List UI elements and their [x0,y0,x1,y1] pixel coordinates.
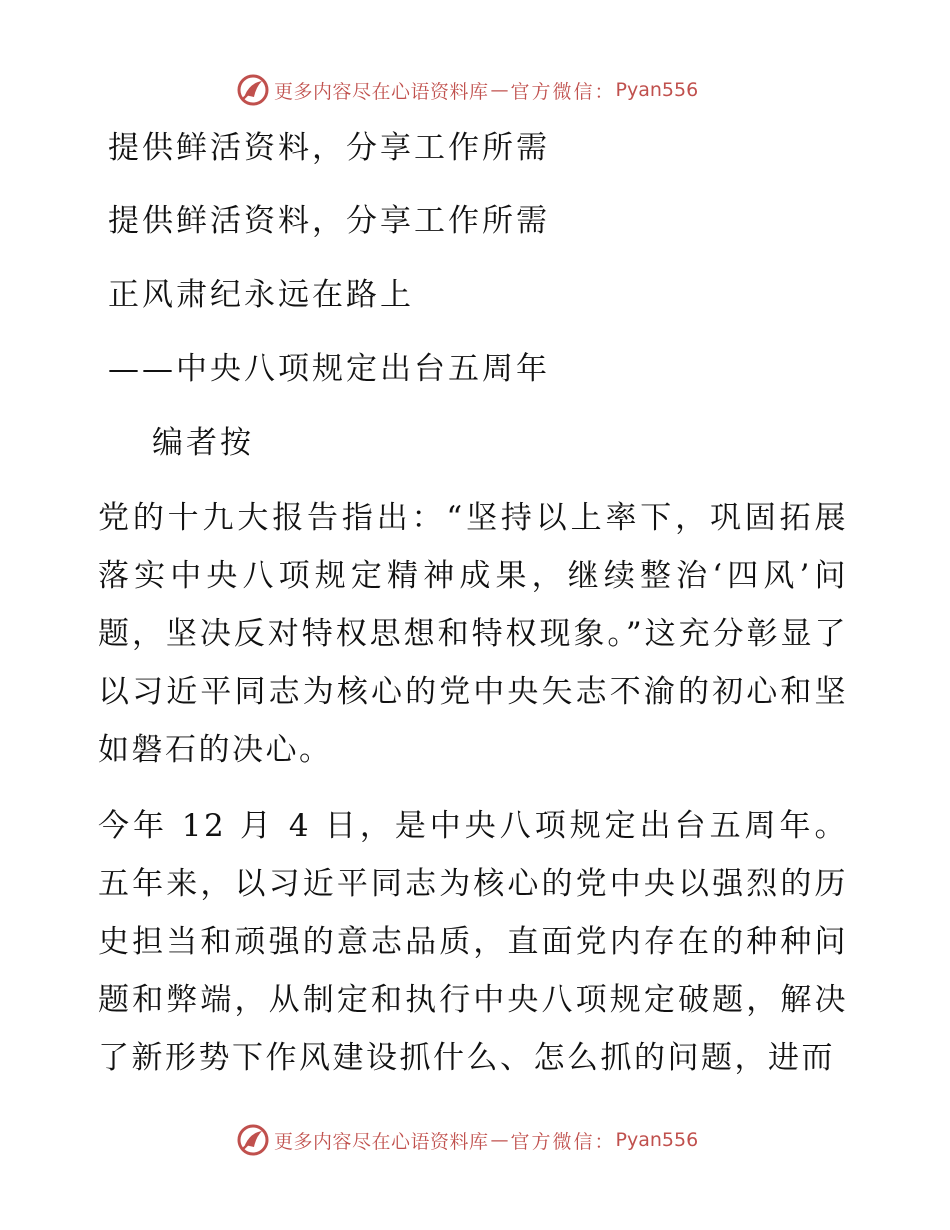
article-subtitle: ——中央八项规定出台五周年 [108,351,550,387]
wechat-label: 官方微信： [510,1130,616,1153]
paragraph-1: 党的十九大报告指出：“坚持以上率下，巩固拓展落实中央八项规定精神成果，继续整治‘四风’问题，坚决反对特权思想和特权现象。”这充分彰显了以习近平同志为核心的党中央矢志不渝的初心和坚如磐石的决心。 [98,500,848,768]
editor-note-heading: 编者按 [152,425,254,461]
article-title: 正风肃纪永远在路上 [108,277,414,313]
banner-separator: — [490,1129,509,1151]
slogan-line-2: 提供鲜活资料，分享工作所需 [108,203,550,239]
library-name: 更多内容尽在心语资料库 [274,1130,489,1153]
wechat-id: Pyan556 [615,79,699,101]
wechat-id: Pyan556 [615,1129,699,1151]
banner-separator: — [490,79,509,101]
paragraph-2: 今年 12 月 4 日，是中央八项规定出台五周年。五年来，以习近平同志为核心的党中央以强烈的历史担当和顽强的意志品质，直面党内存在的种种问题和弊端，从制定和执行中央八项规定破题，解决了新形势下作风建设抓什么、怎么抓的问题，进而 [98,808,848,1076]
library-name: 更多内容尽在心语资料库 [274,80,489,103]
library-logo-icon [236,1123,270,1157]
library-logo-icon [236,73,270,107]
wechat-label: 官方微信： [510,80,616,103]
slogan-line-1: 提供鲜活资料，分享工作所需 [108,130,550,166]
header-watermark-banner [236,72,698,108]
footer-watermark-banner [236,1122,698,1158]
